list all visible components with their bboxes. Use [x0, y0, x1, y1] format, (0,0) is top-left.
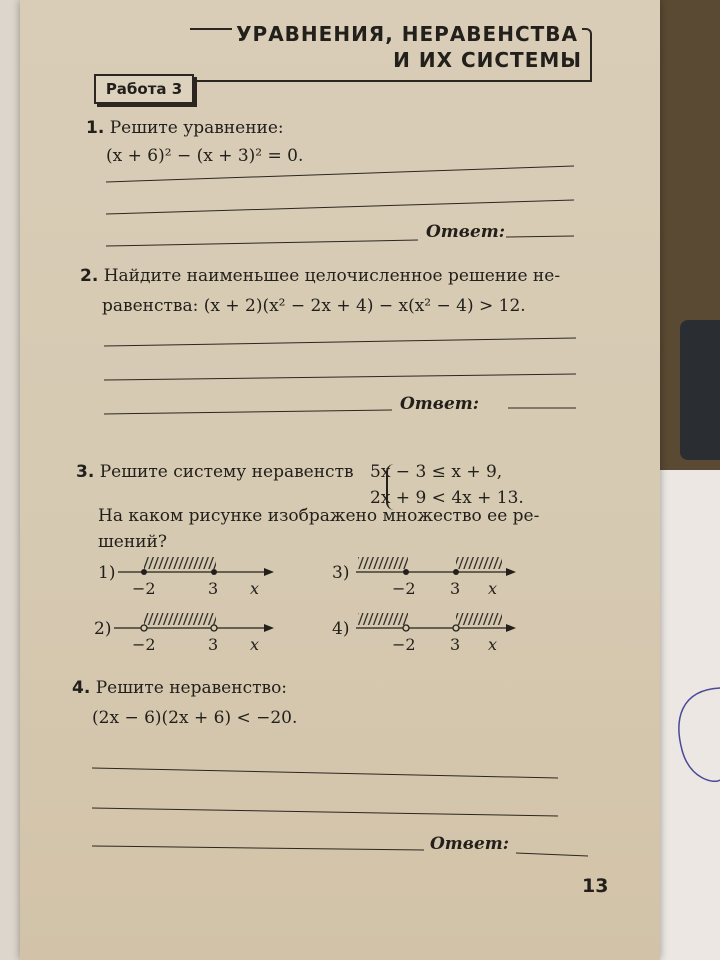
option-4-number-line[interactable]	[332, 613, 516, 654]
background-device	[680, 320, 720, 460]
option-2-number-line[interactable]	[94, 613, 274, 654]
work-label: Работа 3	[94, 74, 194, 104]
option-1-label: 1)	[98, 563, 116, 583]
option-4-var: x	[488, 635, 498, 654]
workbook-page	[20, 0, 660, 960]
option-2-var: x	[250, 635, 260, 654]
page-number: 13	[582, 875, 609, 897]
option-4-hatch-left	[358, 613, 408, 625]
task4-answer-line[interactable]	[516, 853, 588, 856]
option-2-label: 2)	[94, 619, 112, 639]
task3-number: 3.	[76, 462, 95, 482]
option-3-hatch-left	[358, 557, 408, 569]
task4-writing-line-3[interactable]	[92, 846, 424, 850]
section-title-line1: УРАВНЕНИЯ, НЕРАВЕНСТВА	[232, 22, 582, 46]
task2-number: 2.	[80, 266, 99, 286]
task4-prompt: Решите неравенство:	[95, 678, 288, 698]
option-2-tick-a: −2	[132, 635, 156, 654]
option-2-point-a	[141, 625, 147, 631]
option-4-tick-b: 3	[450, 635, 461, 654]
task1-writing-line-1[interactable]	[106, 166, 574, 182]
option-3-number-line[interactable]	[332, 557, 516, 598]
task4-number: 4.	[72, 678, 91, 698]
task2-prompt-line1: Найдите наименьшее целочисленное решение не-	[103, 266, 561, 286]
task1-number: 1.	[86, 118, 105, 138]
page-drawings	[20, 0, 660, 960]
option-3-point-b	[453, 569, 459, 575]
system-line2: 2x + 9 < 4x + 13.	[370, 488, 524, 508]
system-line1: 5x − 3 ≤ x + 9,	[370, 462, 503, 482]
option-4-label: 4)	[332, 619, 350, 639]
option-3-label: 3)	[332, 563, 350, 583]
option-2-hatch	[144, 613, 216, 625]
task3-question-line2: шений?	[98, 532, 167, 552]
option-1-number-line[interactable]	[98, 557, 274, 598]
task1-answer-label: Ответ:	[426, 222, 506, 242]
option-3-point-a	[403, 569, 409, 575]
task1-answer-line[interactable]	[506, 236, 574, 237]
task2-prompt-line2: равенства: (x + 2)(x² − 2x + 4) − x(x² − 4) > 12.	[102, 296, 526, 316]
option-1-point-a	[141, 569, 147, 575]
task4-writing-line-2[interactable]	[92, 808, 558, 816]
option-4-hatch-right	[456, 613, 502, 625]
option-2-point-b	[211, 625, 217, 631]
section-title-line2: И ИХ СИСТЕМЫ	[393, 48, 582, 72]
task2-writing-line-3[interactable]	[104, 410, 392, 414]
option-4-point-a	[403, 625, 409, 631]
option-4-point-b	[453, 625, 459, 631]
task3-prompt: Решите систему неравенств	[99, 462, 354, 482]
option-4-tick-a: −2	[392, 635, 416, 654]
task1-writing-line-3[interactable]	[106, 240, 418, 246]
task2-writing-line-1[interactable]	[104, 338, 576, 346]
task4-expression: (2x − 6)(2x + 6) < −20.	[92, 708, 298, 728]
option-3-tick-a: −2	[392, 579, 416, 598]
option-1-tick-b: 3	[208, 579, 219, 598]
task4-writing-line-1[interactable]	[92, 768, 558, 778]
task1-writing-line-2[interactable]	[106, 200, 574, 214]
option-3-hatch-right	[456, 557, 502, 569]
option-2-tick-b: 3	[208, 635, 219, 654]
task1-prompt: Решите уравнение:	[109, 118, 284, 138]
pen-doodle	[660, 680, 720, 790]
task1-expression: (x + 6)² − (x + 3)² = 0.	[106, 146, 304, 166]
option-3-tick-b: 3	[450, 579, 461, 598]
task4-answer-label: Ответ:	[430, 834, 510, 854]
option-1-var: x	[250, 579, 260, 598]
task3-question-line1: На каком рисунке изображено множество ее ре-	[98, 506, 540, 526]
option-1-hatch	[144, 557, 216, 569]
option-3-var: x	[488, 579, 498, 598]
option-1-point-b	[211, 569, 217, 575]
task2-writing-line-2[interactable]	[104, 374, 576, 380]
task2-answer-label: Ответ:	[400, 394, 480, 414]
option-1-tick-a: −2	[132, 579, 156, 598]
